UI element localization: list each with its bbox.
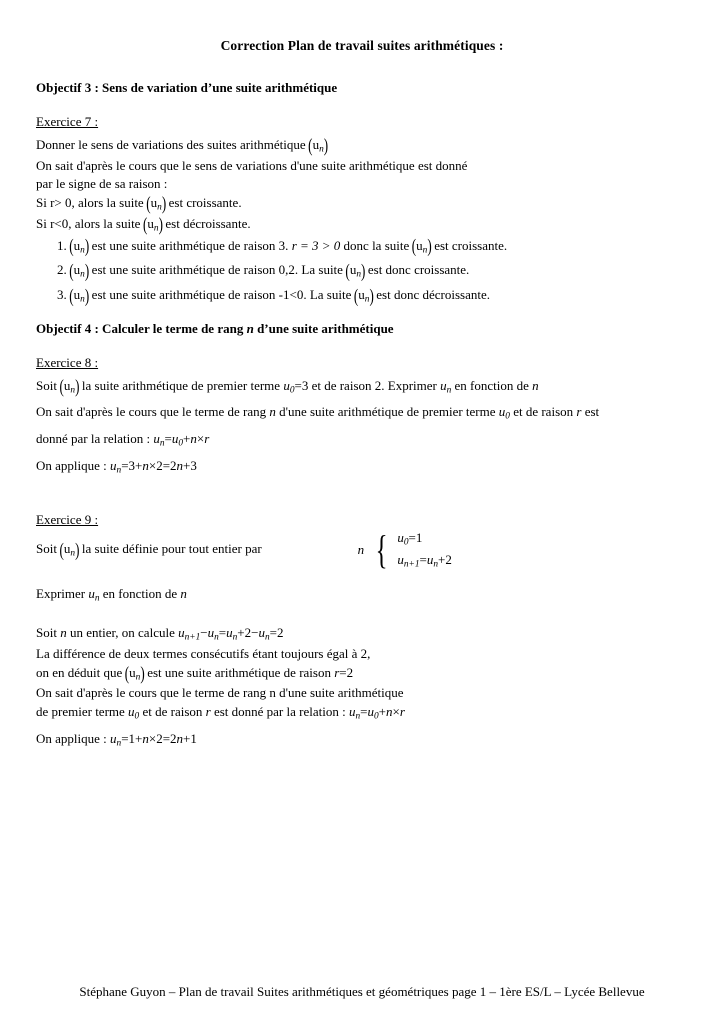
text: Objectif 4 : Calculer le terme de rang <box>36 320 244 336</box>
math-sequence-un: ( $u_n$ ) <box>413 236 431 258</box>
math-variable-n: n <box>357 541 365 557</box>
system-of-equations <box>393 528 452 571</box>
text: et de raison <box>142 703 203 719</box>
text: est <box>584 404 600 420</box>
exercise-9-definition-row <box>36 528 688 571</box>
text: on en déduit que <box>36 664 123 680</box>
math-expression-u0: $u_0=3$ <box>283 377 309 396</box>
math-formula-un-result: $u_n=1+n\times 2=2n+1$ <box>110 730 197 749</box>
math-variable-n: n <box>60 625 67 641</box>
brace-icon: { <box>375 527 388 573</box>
text: est une suite arithmétique de raison <box>147 664 331 680</box>
math-equation-u0: $u_0=1$ <box>397 530 423 548</box>
exercise-label-9: Exercice 9 : <box>36 512 99 528</box>
exercise-9-line-3 <box>36 624 688 645</box>
text: donné par la relation : <box>36 431 151 447</box>
text: et de raison 2. Exprimer <box>311 377 437 393</box>
math-variable-n: n <box>269 404 276 420</box>
math-variable-n: n <box>180 586 187 602</box>
text: Soit <box>36 540 57 556</box>
exercise-label-8: Exercice 8 : <box>36 354 99 370</box>
text: un entier, on calcule <box>69 625 175 641</box>
text: Soit <box>36 377 57 393</box>
text: Si r> 0, alors la suite <box>36 194 144 210</box>
section-heading-objectif-4 <box>36 321 688 337</box>
exercise-9-line-4: La différence de deux termes consécutifs étant toujours égal à 2, <box>36 646 371 662</box>
math-sequence-term-un: $u_n$ <box>88 586 100 604</box>
math-variable-n: n <box>246 320 254 336</box>
math-sequence-un: ( $u_n$ ) <box>70 236 88 258</box>
text: de premier terme <box>36 703 125 719</box>
math-term-u0: $u_0$ <box>498 404 510 422</box>
text: Donner le sens de variations des suites arithmétique <box>36 137 306 152</box>
exercise-9-line-2 <box>36 585 688 606</box>
text: la suite arithmétique de premier terme <box>81 377 281 393</box>
text: est croissante. <box>168 194 242 210</box>
exercise-8-line-1 <box>36 377 688 398</box>
math-sequence-un: ( $u_n$ ) <box>126 664 144 685</box>
text: est une suite arithmétique de raison 3. <box>91 237 289 253</box>
text: d’une suite arithmétique <box>257 320 394 336</box>
text: est une suite arithmétique de raison 0,2. La suite <box>91 262 343 278</box>
text: Exprimer <box>36 586 86 602</box>
math-difference-computation: $u_{n+1}-u_n=u_n+2-u_n=2$ <box>178 625 284 643</box>
math-term-u0: $u_0$ <box>128 703 140 722</box>
text: donc la suite <box>343 237 410 253</box>
text: On applique : <box>36 458 107 474</box>
exercise-9-line-5 <box>36 664 688 685</box>
math-expression-r: r = 3 > 0 <box>291 237 341 253</box>
text: est donc décroissante. <box>376 286 490 302</box>
exercise-7-line-4 <box>36 194 688 215</box>
math-sequence-term-un: $u_n$ <box>440 377 452 396</box>
math-formula-un-general: $u_n=u_0+n\times r$ <box>348 703 405 722</box>
exercise-7-line-2: On sait d'après le cours que le sens de variations d'une suite arithmétique est donné <box>36 157 468 173</box>
text: en fonction de <box>454 377 529 393</box>
exercise-9-line-8 <box>36 730 688 751</box>
exercise-7-line-5 <box>36 215 688 236</box>
math-sequence-un: ( $u_n$ ) <box>70 285 88 307</box>
text: Si r<0, alors la suite <box>36 215 141 231</box>
exercise-9-line-6: On sait d'après le cours que le terme de rang n d'une suite arithmétique <box>36 685 404 701</box>
exercise-label-7: Exercice 7 : <box>36 114 99 129</box>
text: et de raison <box>513 404 574 420</box>
exercise-7-line-1 <box>36 136 688 157</box>
text: est une suite arithmétique de raison -1<0. La suite <box>91 286 352 302</box>
text: la suite définie pour tout entier par <box>81 540 262 556</box>
list-item <box>70 260 688 282</box>
math-equation-raison: r=2 <box>334 664 354 680</box>
math-sequence-un: ( $u_n$ ) <box>60 377 78 398</box>
exercise-9-line-1 <box>36 541 262 559</box>
text: est donné par la relation : <box>213 703 346 719</box>
section-heading-objectif-3: Objectif 3 : Sens de variation d’une suite arithmétique <box>36 80 338 95</box>
text: On sait d'après le cours que le terme de rang <box>36 404 267 420</box>
exercise-8-line-3 <box>36 430 688 451</box>
math-sequence-un: ( $u_n$ ) <box>147 194 165 215</box>
math-sequence-un: ( $u_n$ ) <box>70 260 88 282</box>
math-formula-un-result: $u_n=3+n\times 2=2n+3$ <box>110 458 197 476</box>
exercise-7-answer-list <box>36 236 688 307</box>
exercise-8-line-2 <box>36 403 688 424</box>
text: Soit <box>36 625 57 641</box>
math-variable-r: r <box>576 404 582 420</box>
math-equation-recurrence: $u_{n+1}=u_n+2$ <box>397 551 452 570</box>
math-formula-un-general: $u_n=u_0+n\times r$ <box>153 431 210 449</box>
list-item <box>70 285 688 307</box>
math-sequence-un: ( $u_n$ ) <box>346 260 364 282</box>
math-variable-n: n <box>532 377 539 393</box>
math-sequence-un: ( $u_n$ ) <box>144 215 162 236</box>
page-title: Correction Plan de travail suites arithmétiques : <box>220 38 504 53</box>
exercise-7-line-3: par le signe de sa raison : <box>36 176 168 192</box>
math-sequence-un: ( $u_n$ ) <box>355 285 373 307</box>
math-sequence-un: ( $u_n$ ) <box>60 541 78 559</box>
text: est donc croissante. <box>367 262 470 278</box>
page-footer: Stéphane Guyon – Plan de travail Suites arithmétiques et géométriques page 1 – 1ère ES/L – Lycée Bellevue <box>79 984 645 999</box>
list-item <box>70 236 688 258</box>
text: est croissante. <box>434 237 508 253</box>
text: On applique : <box>36 730 107 746</box>
exercise-8-line-4 <box>36 457 688 478</box>
math-variable-r: r <box>205 703 211 719</box>
exercise-9-line-7 <box>36 703 688 724</box>
text: d'une suite arithmétique de premier terme <box>279 404 496 420</box>
text: est décroissante. <box>165 215 251 231</box>
math-sequence-un: ( $u_n$ ) <box>309 136 327 157</box>
text: en fonction de <box>102 586 178 602</box>
